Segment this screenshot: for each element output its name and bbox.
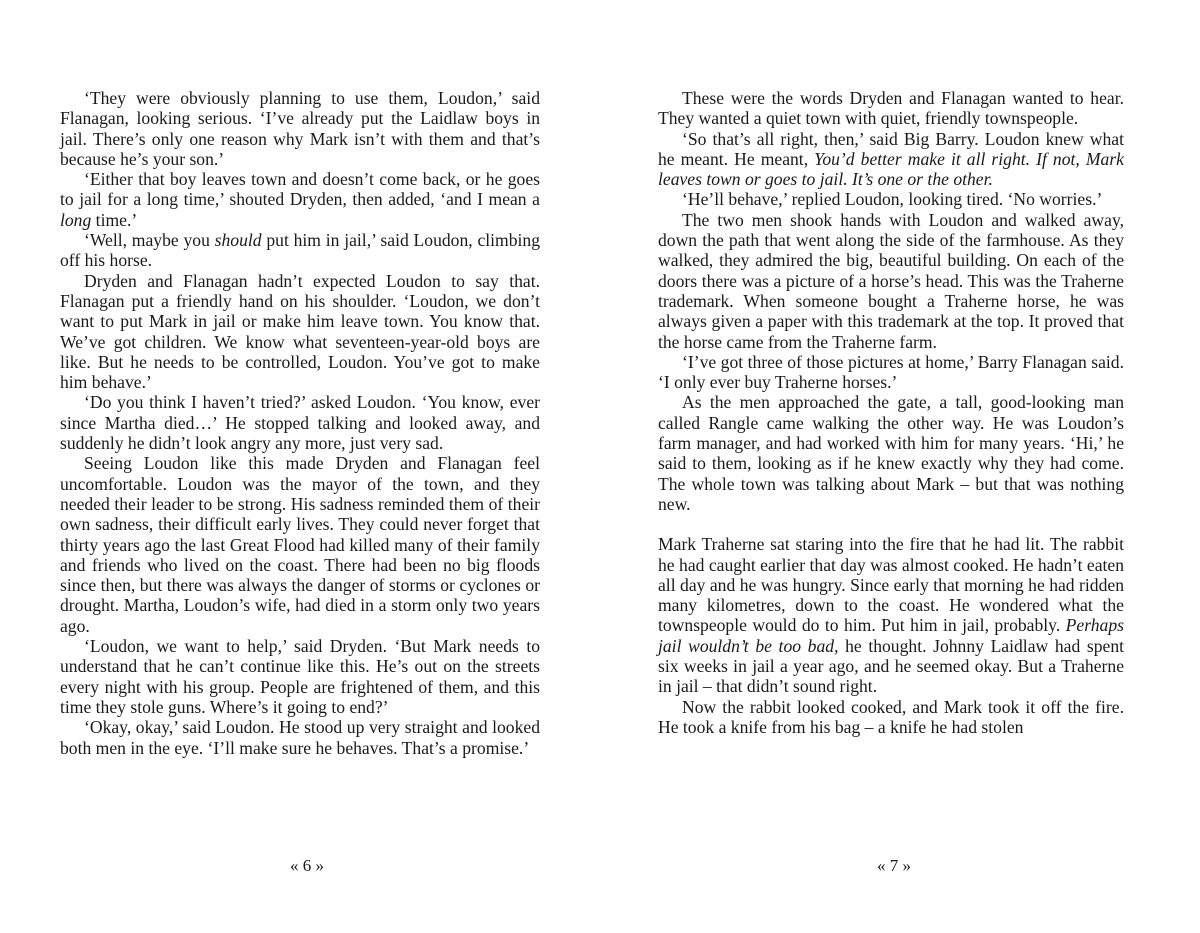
right-page-text — [658, 88, 1124, 737]
text-run: These were the words Dryden and Flanagan wanted to hear. They wanted a quiet town with quiet, friendly townspeople. — [658, 88, 1124, 129]
text-run: put him in jail,’ said Loudon, climbing off his horse. — [60, 230, 540, 271]
paragraph — [658, 129, 1124, 190]
paragraph — [658, 697, 1124, 738]
text-run: ‘Okay, okay,’ said Loudon. He stood up very straight and looked both men in the eye. ‘I’ll make sure he behaves. That’s a promise.’ — [60, 717, 540, 758]
page-number-left: « 6 » — [290, 856, 324, 875]
text-run: The two men shook hands with Loudon and walked away, down the path that went along the side of the farmhouse. As they walked, they admired the big, beautiful building. On each of the doors there was a picture of a horse’s head. This was the Traherne trademark. When someone bought a Traherne horse, he was always given a paper with this trademark at the top. It proved that the horse came from the Traherne farm. — [658, 209, 1124, 352]
text-run: ‘They were obviously planning to use them, Loudon,’ said Flanagan, looking serious. ‘I’ve already put the Laidlaw boys in jail. There’s only one reason why Mark isn’t with them and that’s because he’s your son.’ — [60, 88, 540, 169]
paragraph — [60, 271, 540, 393]
text-run: time.’ — [91, 209, 138, 230]
text-run: Mark Traherne sat staring into the fire that he had lit. The rabbit he had caught earlier that day was almost cooked. He hadn’t eaten all day and he was hungry. Since early that morning he had ridden many kilometres, down to the coast. He wondered what the townspeople would do to him. Put him in jail, probably. — [658, 534, 1124, 636]
paragraph — [658, 210, 1124, 352]
text-run: Now the rabbit looked cooked, and Mark took it off the fire. He took a knife from his bag – a knife he had stolen — [658, 696, 1124, 737]
italic-run: You’d better make it all right. If not, Mark leaves town or goes to jail. It’s one or the other. — [658, 148, 1124, 190]
paragraph — [658, 352, 1124, 393]
italic-run: should — [214, 230, 262, 251]
paragraph — [658, 189, 1124, 209]
text-run: ‘Well, maybe you — [84, 230, 215, 251]
paragraph — [658, 534, 1124, 696]
left-page-text — [60, 88, 540, 758]
text-run: ‘So that’s all right, then,’ said Big Barry. Loudon knew what he meant. He meant, — [658, 128, 1124, 169]
text-run: As the men approached the gate, a tall, good-looking man called Rangle came walking the other way. He was Loudon’s farm manager, and had worked with him for many years. ‘Hi,’ he said to them, looking as if he knew exactly why they had come. The whole town was talking about Mark – but that was nothing new. — [658, 392, 1124, 514]
text-run: , he thought. Johnny Laidlaw had spent six weeks in jail a year ago, and he seemed okay. But a Traherne in jail – that didn’t sound right. — [658, 635, 1125, 697]
text-run: ‘He’ll behave,’ replied Loudon, looking tired. ‘No worries.’ — [682, 189, 1103, 210]
paragraph — [60, 88, 540, 169]
paragraph — [658, 392, 1124, 514]
page-number-right: « 7 » — [877, 856, 911, 875]
paragraph — [60, 717, 540, 758]
paragraph — [658, 88, 1124, 129]
text-run: Seeing Loudon like this made Dryden and Flanagan feel uncomfortable. Loudon was the mayor of the town, and they needed their leader to be strong. His sadness reminded them of their own sadness, their difficult early lives. They could never forget that thirty years ago the last Great Flood had killed many of their family and friends who lived on the coast. There had been no big floods since then, but there was always the danger of storms or cyclones or drought. Martha, Loudon’s wife, had died in a storm only two years ago. — [60, 453, 540, 636]
text-run: ‘Either that boy leaves town and doesn’t come back, or he goes to jail for a long time,’ shouted Dryden, then added, ‘and I mean a — [60, 169, 540, 210]
paragraph — [60, 453, 540, 636]
paragraph — [60, 636, 540, 717]
paragraph — [60, 392, 540, 453]
italic-run: long — [60, 209, 92, 230]
text-run: Dryden and Flanagan hadn’t expected Loudon to say that. Flanagan put a friendly hand on his shoulder. ‘Loudon, we don’t want to put Mark in jail or make him leave town. You know that. We’ve got children. We know what seventeen-year-old boys are like. But he needs to be controlled, Loudon. You’ve got to make him behave.’ — [60, 270, 540, 393]
italic-run: Perhaps jail wouldn’t be too bad — [658, 615, 1124, 656]
paragraph — [60, 230, 540, 271]
text-run: ‘I’ve got three of those pictures at home,’ Barry Flanagan said. ‘I only ever buy Traherne horses.’ — [658, 351, 1124, 393]
text-run: ‘Loudon, we want to help,’ said Dryden. ‘But Mark needs to understand that he can’t continue like this. He’s out on the streets every night with his group. People are frightened of them, and this time they stole guns. Where’s it going to end?’ — [60, 636, 540, 717]
text-run: ‘Do you think I haven’t tried?’ asked Loudon. ‘You know, ever since Martha died…’ He stopped talking and looked away, and suddenly he didn’t look angry any more, just very sad. — [60, 392, 540, 454]
paragraph — [60, 169, 540, 230]
